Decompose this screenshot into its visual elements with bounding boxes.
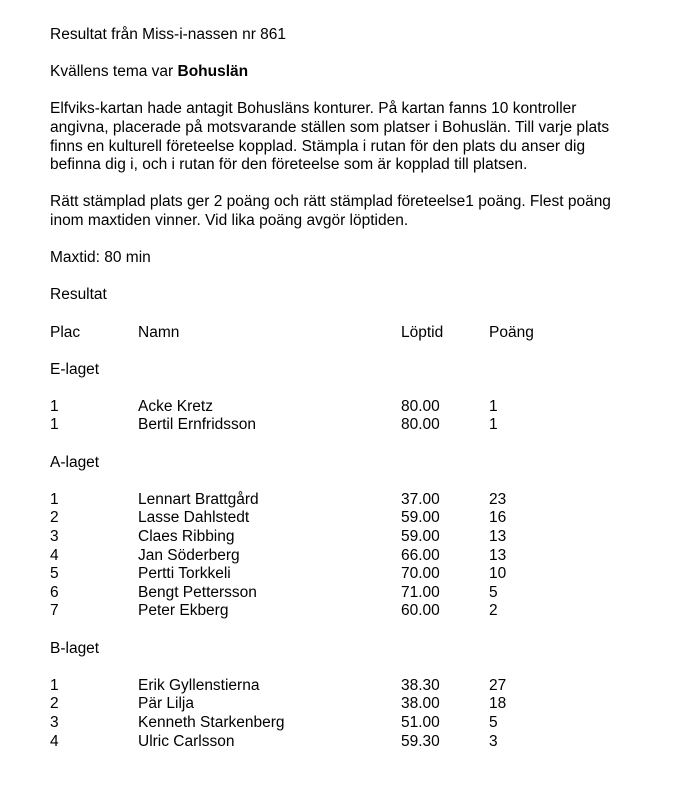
cell-poang: 5 (489, 583, 498, 601)
spacer (50, 82, 650, 101)
cell-plac: 1 (50, 676, 59, 694)
theme-name: Bohuslän (177, 63, 249, 81)
table-row (50, 491, 650, 510)
spacer (50, 231, 650, 250)
cell-poang: 13 (489, 528, 507, 546)
cell-poang: 18 (489, 695, 507, 713)
table-row (50, 677, 650, 696)
cell-loptid: 38.00 (401, 695, 440, 713)
cell-plac: 4 (50, 546, 59, 564)
column-header-loptid: Löptid (401, 323, 444, 341)
theme-line (50, 63, 650, 82)
cell-plac: 5 (50, 565, 59, 583)
table-row (50, 509, 650, 528)
scoring-line: inom maxtiden vinner. Vid lika poäng avgör löptiden. (50, 211, 409, 229)
cell-namn: Kenneth Starkenberg (138, 713, 285, 731)
spacer (50, 305, 650, 324)
cell-plac: 2 (50, 509, 59, 527)
cell-loptid: 38.30 (401, 676, 440, 694)
cell-plac: 3 (50, 713, 59, 731)
document (50, 26, 650, 751)
table-row (50, 714, 650, 733)
cell-loptid: 51.00 (401, 713, 440, 731)
cell-namn: Lennart Brattgård (138, 490, 259, 508)
cell-namn: Bengt Pettersson (138, 583, 257, 601)
column-header-row (50, 324, 650, 343)
table-row (50, 695, 650, 714)
cell-loptid: 59.30 (401, 732, 440, 750)
cell-loptid: 59.00 (401, 528, 440, 546)
table-row (50, 398, 650, 417)
cell-plac: 6 (50, 583, 59, 601)
spacer (50, 472, 650, 491)
spacer (50, 435, 650, 454)
cell-loptid: 71.00 (401, 583, 440, 601)
cell-poang: 27 (489, 676, 507, 694)
cell-namn: Lasse Dahlstedt (138, 509, 250, 527)
cell-loptid: 80.00 (401, 416, 440, 434)
team-heading: A-laget (50, 453, 100, 471)
table-row (50, 416, 650, 435)
team-heading: B-laget (50, 639, 100, 657)
cell-plac: 4 (50, 732, 59, 750)
cell-namn: Jan Söderberg (138, 546, 240, 564)
cell-namn: Bertil Ernfridsson (138, 416, 257, 434)
cell-poang: 13 (489, 546, 507, 564)
cell-poang: 23 (489, 490, 507, 508)
cell-loptid: 80.00 (401, 397, 440, 415)
table-row (50, 733, 650, 752)
column-header-poang: Poäng (489, 323, 534, 341)
cell-namn: Erik Gyllenstierna (138, 676, 260, 694)
cell-namn: Pär Lilja (138, 695, 194, 713)
scoring-line: Rätt stämplad plats ger 2 poäng och rätt stämplad företeelse1 poäng. Flest poäng (50, 193, 611, 211)
document-title: Resultat från Miss-i-nassen nr 861 (50, 26, 287, 43)
cell-loptid: 66.00 (401, 546, 440, 564)
cell-poang: 10 (489, 565, 507, 583)
team-heading: E-laget (50, 360, 100, 378)
cell-namn: Claes Ribbing (138, 528, 235, 546)
cell-loptid: 37.00 (401, 490, 440, 508)
cell-namn: Pertti Torkkeli (138, 565, 231, 583)
description-line: angivna, placerade på motsvarande ställen som platser i Bohuslän. Till varje plats (50, 118, 610, 136)
column-header-namn: Namn (138, 323, 180, 341)
cell-plac: 1 (50, 397, 59, 415)
column-header-plac: Plac (50, 323, 81, 341)
table-row (50, 528, 650, 547)
cell-poang: 3 (489, 732, 498, 750)
description-paragraph (50, 100, 650, 174)
table-row (50, 547, 650, 566)
maxtime: Maxtid: 80 min (50, 249, 151, 267)
table-row (50, 602, 650, 621)
description-line: finns en kulturell företeelse kopplad. Stämpla i rutan för den plats du anser dig (50, 137, 586, 155)
description-line: befinna dig i, och i rutan för den företeelse som är kopplad till platsen. (50, 156, 528, 174)
results-heading: Resultat (50, 286, 107, 304)
theme-prefix: Kvällens tema var (50, 63, 174, 81)
spacer (50, 175, 650, 194)
cell-plac: 2 (50, 695, 59, 713)
spacer (50, 658, 650, 677)
cell-namn: Acke Kretz (138, 397, 213, 415)
cell-plac: 1 (50, 490, 59, 508)
spacer (50, 379, 650, 398)
cell-poang: 1 (489, 397, 498, 415)
cell-poang: 5 (489, 713, 498, 731)
cell-plac: 7 (50, 602, 59, 620)
description-line: Elfviks-kartan hade antagit Bohusläns konturer. På kartan fanns 10 kontroller (50, 100, 577, 118)
cell-namn: Ulric Carlsson (138, 732, 235, 750)
cell-loptid: 59.00 (401, 509, 440, 527)
cell-plac: 1 (50, 416, 59, 434)
table-row (50, 565, 650, 584)
spacer (50, 268, 650, 287)
cell-namn: Peter Ekberg (138, 602, 229, 620)
cell-poang: 1 (489, 416, 498, 434)
cell-poang: 16 (489, 509, 507, 527)
cell-poang: 2 (489, 602, 498, 620)
spacer (50, 621, 650, 640)
cell-loptid: 60.00 (401, 602, 440, 620)
table-row (50, 584, 650, 603)
scoring-paragraph (50, 193, 650, 230)
spacer (50, 45, 650, 64)
spacer (50, 342, 650, 361)
cell-loptid: 70.00 (401, 565, 440, 583)
cell-plac: 3 (50, 528, 59, 546)
